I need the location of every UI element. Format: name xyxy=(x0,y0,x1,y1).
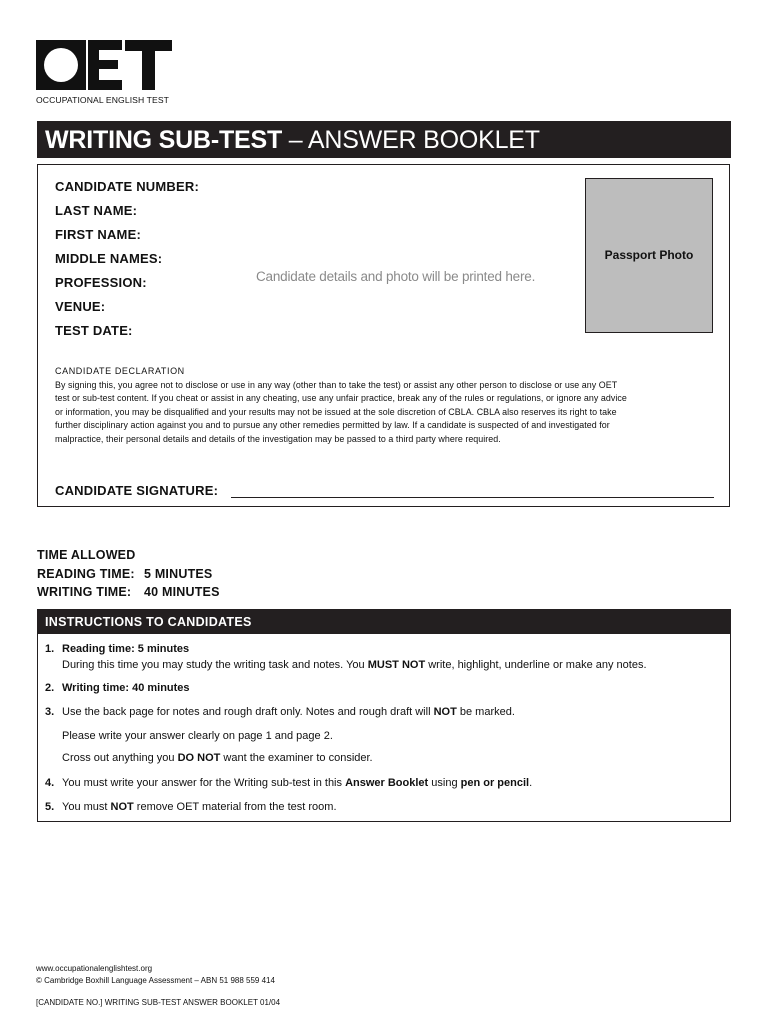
instruction-text-part: remove OET material from the test room. xyxy=(133,801,337,813)
last-name-label: LAST NAME: xyxy=(55,203,138,218)
instruction-text-part: Use the back page for notes and rough draft only. Notes and rough draft will xyxy=(62,706,434,718)
page-title xyxy=(45,126,540,155)
item-number: 5. xyxy=(45,801,55,813)
title-bold: WRITING SUB-TEST xyxy=(45,126,283,154)
title-bar xyxy=(37,121,731,158)
writing-time-value: 40 MINUTES xyxy=(144,585,220,599)
time-allowed-heading: TIME ALLOWED xyxy=(37,548,136,562)
declaration-line: test or sub-test content. If you cheat or assist in any cheating, use any unfair practice, break any of the rules or regulations, or ignore any advice xyxy=(55,393,627,404)
item-number: 2. xyxy=(45,682,55,694)
candidate-details-box xyxy=(37,164,730,507)
instructions-header xyxy=(38,610,730,634)
instruction-text-part: You must xyxy=(62,801,111,813)
signature-label: CANDIDATE SIGNATURE: xyxy=(55,483,219,498)
instructions-box xyxy=(37,609,731,822)
instruction-2-title xyxy=(62,682,190,694)
instruction-1-title-text: Reading time: 5 minutes xyxy=(62,643,190,655)
item-number: 1. xyxy=(45,643,55,655)
candidate-number-label: CANDIDATE NUMBER: xyxy=(55,179,199,194)
title-rest: – ANSWER BOOKLET xyxy=(282,126,540,154)
writing-time-row xyxy=(37,585,220,599)
footer-website[interactable]: www.occupationalenglishtest.org xyxy=(36,964,153,973)
middle-names-label: MIDDLE NAMES: xyxy=(55,251,163,266)
instruction-emphasis: NOT xyxy=(110,801,134,813)
logo-subtitle: OCCUPATIONAL ENGLISH TEST xyxy=(36,95,170,105)
instruction-text-part: be marked. xyxy=(456,706,515,718)
details-placeholder-note: Candidate details and photo will be printed here. xyxy=(256,269,536,284)
instruction-text-part: using xyxy=(428,777,461,789)
declaration-line: malpractice, their personal details and details of the investigation may be passed to a third party where required. xyxy=(55,433,501,444)
oet-logo xyxy=(36,40,172,90)
instruction-3-line2: Please write your answer clearly on page 1 and page 2. xyxy=(62,730,333,742)
declaration-line: or information, you may be disqualified and your results may not be issued at the sole discretion of CBLA. CBLA also reserves its right to take xyxy=(55,406,617,417)
instruction-1-title xyxy=(62,643,189,655)
instruction-text-part: During this time you may study the writing task and notes. You xyxy=(62,659,368,671)
signature-line[interactable] xyxy=(231,497,714,498)
instruction-emphasis: NOT xyxy=(433,706,457,718)
passport-photo-box xyxy=(585,178,713,333)
first-name-label: FIRST NAME: xyxy=(55,227,141,242)
footer-page-code: [CANDIDATE NO.] WRITING SUB-TEST ANSWER BOOKLET 01/04 xyxy=(36,998,281,1007)
reading-time-label: READING TIME: xyxy=(37,567,135,581)
instruction-text-part: Cross out anything you xyxy=(62,752,178,764)
venue-label: VENUE: xyxy=(55,299,106,314)
writing-time-label: WRITING TIME: xyxy=(37,585,132,599)
instruction-emphasis: DO NOT xyxy=(177,752,221,764)
instruction-text-part: . xyxy=(529,777,533,789)
profession-label: PROFESSION: xyxy=(55,275,147,290)
instruction-3-line3 xyxy=(62,752,373,764)
item-number: 4. xyxy=(45,777,55,789)
passport-photo-label: Passport Photo xyxy=(604,248,694,262)
declaration-line: further disciplinary action against you and to pursue any other remedies permitted by law. If a candidate is suspected of and investigated for xyxy=(55,420,610,431)
instruction-emphasis: pen or pencil xyxy=(460,777,530,789)
instruction-4-text xyxy=(62,777,532,789)
instruction-1-text xyxy=(62,659,647,671)
instruction-text-part: You must write your answer for the Writing sub-test in this xyxy=(62,777,346,789)
instruction-emphasis: Answer Booklet xyxy=(345,777,429,789)
item-number: 3. xyxy=(45,706,55,718)
footer-copyright: © Cambridge Boxhill Language Assessment – ABN 51 988 559 414 xyxy=(36,976,275,985)
instruction-5-text xyxy=(62,801,337,813)
declaration-line: By signing this, you agree not to disclose or use in any way (other than to take the test) or assist any other person to disclose or use any OET xyxy=(55,380,618,390)
instruction-3-text xyxy=(62,706,515,718)
declaration-heading: CANDIDATE DECLARATION xyxy=(55,366,185,376)
test-date-label: TEST DATE: xyxy=(55,323,133,338)
reading-time-row xyxy=(37,567,213,581)
reading-time-value: 5 MINUTES xyxy=(144,567,213,581)
instruction-text-part: want the examiner to consider. xyxy=(220,752,373,764)
instructions-heading: INSTRUCTIONS TO CANDIDATES xyxy=(45,615,252,629)
instruction-2-title-text: Writing time: 40 minutes xyxy=(62,682,190,694)
declaration-text xyxy=(55,379,715,446)
instruction-text-part: write, highlight, underline or make any notes. xyxy=(425,659,647,671)
instruction-emphasis: MUST NOT xyxy=(367,659,426,671)
